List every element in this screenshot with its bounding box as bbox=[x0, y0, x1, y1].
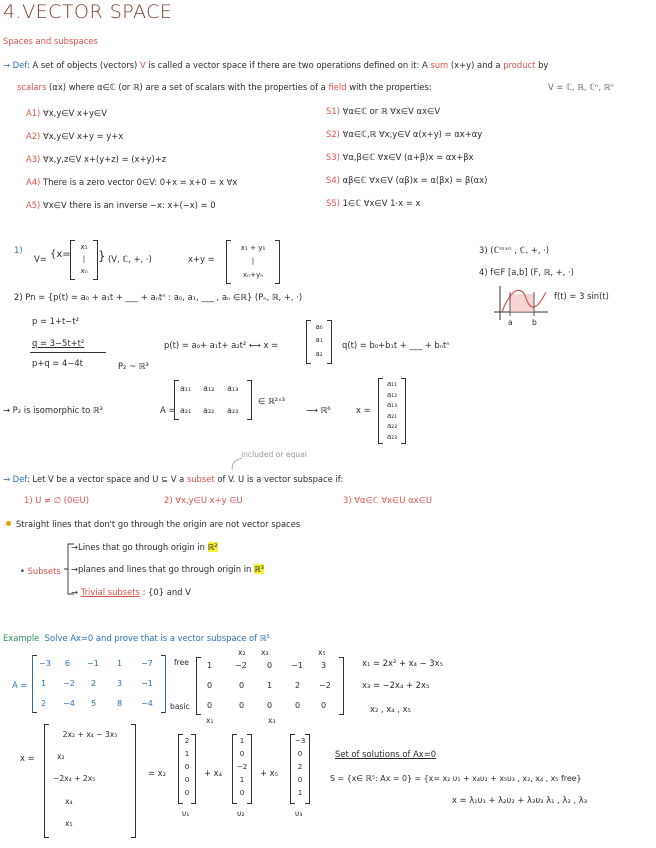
solutions-title: Set of solutions of Ax=0 bbox=[335, 749, 437, 759]
definition-vector-space-line2: scalars (αx) where α∈ℂ (or ℝ) are a set of scalars with the properties of a field with the properties: bbox=[17, 82, 432, 92]
vector-u3: −3 0 2 0 1 bbox=[290, 734, 310, 804]
example-2-definition: 2) Pn = {p(t) = a₀ + a₁t + ___ + aₙtⁿ : a₀, a₁, ___ , aₙ ∈ℝ} (Pₙ, ℝ, +, ·) bbox=[14, 292, 303, 302]
poly-p-general: p(t) = a₀+ a₁t+ a₂t² ⟷ x = bbox=[164, 340, 279, 350]
subspace-cond-2: 2) ∀x,y∈U x+y ∈U bbox=[164, 495, 243, 505]
axiom-a1: A1) ∀x,y∈V x+y∈V bbox=[26, 108, 107, 118]
axiom-a3: A3) ∀x,y,z∈V x+(y+z) = (x+y)+z bbox=[26, 154, 167, 164]
p2-iso: P₂ ~ ℝ³ bbox=[118, 361, 149, 371]
eq-x3: x₃ = −2x₄ + 2x₅ bbox=[362, 680, 430, 690]
vec-x-label: x = bbox=[356, 405, 371, 415]
note-included: included or equal bbox=[241, 450, 307, 459]
solutions-linear-comb: x = λ₁υ₁ + λ₂υ₂ + λ₃υ₃ λ₁ , λ₂ , λ₃ bbox=[452, 795, 588, 805]
note-arrow bbox=[228, 456, 244, 472]
free-label: free bbox=[174, 658, 189, 667]
axiom-s1: S1) ∀α∈ℂ or ℝ ∀x∈V αx∈V bbox=[326, 106, 441, 116]
axiom-a5: A5) ∀x∈V there is an inverse −x: x+(−x) = 0 bbox=[26, 200, 216, 210]
subset-r2: →Lines that go through origin in ℝ² bbox=[71, 542, 218, 552]
x-column-vector: x₁ | xₙ bbox=[70, 240, 98, 280]
head-x3: x₃ bbox=[261, 648, 269, 657]
matrix-A: −3 6 −1 1 −7 1 −2 2 3 −1 2 −4 5 8 −4 bbox=[32, 655, 166, 713]
example-1-ops: (V, ℂ, +, ·) bbox=[108, 254, 152, 264]
sine-function: f(t) = 3 sin(t) bbox=[554, 291, 609, 301]
def-prefix: → Def bbox=[3, 60, 27, 70]
sum-rule bbox=[30, 352, 106, 353]
axiom-a4: A4) There is a zero vector 0∈V: 0+x = x+0 = x ∀x bbox=[26, 177, 238, 187]
poly-p: p = 1+t−t² bbox=[32, 316, 79, 326]
u3-label: υ₃ bbox=[295, 809, 303, 818]
sine-label-a: a bbox=[508, 318, 513, 327]
u1-label: υ₁ bbox=[182, 809, 190, 818]
example-1-v: V= bbox=[34, 254, 47, 264]
bullet-star bbox=[6, 521, 11, 526]
matrix-space: ∈ ℝ²ˣ³ bbox=[258, 396, 286, 406]
xvec-label: x = bbox=[20, 753, 35, 763]
fields-set: V = ℂ, ℝ, ℂⁿ, ℝⁿ bbox=[548, 82, 614, 92]
matrix-a-label: A = bbox=[160, 405, 176, 415]
eq-x1: x₁ = 2x² + x₄ − 3x₅ bbox=[362, 658, 443, 668]
matrix-reduced: 1 −2 0 −1 3 0 0 1 2 −2 0 0 0 0 0 bbox=[196, 657, 344, 715]
poly-p-plus-q: p+q = 4−4t bbox=[32, 358, 83, 368]
matrix-A-label: A = bbox=[12, 680, 28, 690]
poly-q: q = 3−5t+t² bbox=[32, 338, 85, 348]
vec-r6: a₁₁ a₁₂ a₁₃ a₂₁ a₂₂ a₂₃ bbox=[378, 378, 406, 444]
straight-lines-note: Straight lines that don't go through the origin are not vector spaces bbox=[16, 519, 301, 529]
solutions-set: S = {x∈ ℝ⁵: Ax = 0} = {x= x₂ υ₁ + x₄υ₂ + x₅υ₃ , x₂, x₄ , x₅ free} bbox=[330, 774, 582, 783]
example-1-number: 1) bbox=[14, 245, 23, 255]
section-subtitle: Spaces and subspaces bbox=[3, 36, 98, 46]
foot-x3: x₃ bbox=[268, 716, 276, 725]
basic-label: basic bbox=[170, 702, 190, 711]
example-1-set-open: {x= bbox=[50, 249, 71, 260]
example-4: 4) f∈F [a,b] (F, ℝ, +, ·) bbox=[479, 267, 574, 277]
page-title: 4.VECTOR SPACE bbox=[3, 1, 173, 23]
vector-u1: 2 1 0 0 0 bbox=[178, 734, 196, 804]
axiom-s5: S5) 1∈ℂ ∀x∈V 1·x = x bbox=[326, 198, 421, 208]
axiom-s2: S2) ∀α∈ℂ,ℝ ∀x,y∈V α(x+y) = αx+αy bbox=[326, 129, 483, 139]
xvec-general: 2x₂ + x₄ − 3x₅ x₂ −2x₄ + 2x₅ x₄ x₅ bbox=[44, 724, 136, 838]
sine-sketch bbox=[490, 282, 550, 324]
axiom-s4: S4) αβ∈ℂ ∀x∈V (αβ)x = α(βx) = β(αx) bbox=[326, 175, 488, 185]
example-3: 3) (ℂᵐˣⁿ , ℂ, +, ·) bbox=[479, 245, 550, 255]
eq-free: x₂ , x₄ , x₅ bbox=[370, 704, 411, 714]
eq-x2: = x₂ bbox=[148, 768, 166, 778]
plus-x4: + x₄ bbox=[204, 768, 222, 778]
example-heading: Example Solve Ax=0 and prove that is a vector subspace of ℝ⁵ bbox=[3, 633, 270, 643]
subset-r3: →planes and lines that go through origin in ℝ³ bbox=[71, 564, 264, 574]
head-x5: x₅ bbox=[318, 648, 326, 657]
vector-u2: 1 0 −2 1 0 bbox=[232, 734, 252, 804]
sine-label-b: b bbox=[532, 318, 537, 327]
example-1-sum-label: x+y = bbox=[188, 254, 215, 264]
u2-label: υ₂ bbox=[237, 809, 245, 818]
poly-q-general: q(t) = b₀+b₁t + ___ + bₙtⁿ bbox=[342, 340, 450, 350]
axiom-s3: S3) ∀α,β∈ℂ ∀x∈V (α+β)x = αx+βx bbox=[326, 152, 474, 162]
subsets-label: • Subsets bbox=[20, 566, 61, 576]
subspace-cond-3: 3) ∀α∈ℂ ∀x∈U αx∈U bbox=[343, 495, 432, 505]
definition-vector-space-line1: → Def: A set of objects (vectors) V is called a vector space if there are two operations defined on it: A sum (x+y) and a product by bbox=[3, 60, 549, 70]
coeff-vector: a₀ a₁ a₂ bbox=[306, 320, 332, 364]
head-x2: x₂ bbox=[238, 648, 246, 657]
foot-x1: x₁ bbox=[206, 716, 214, 725]
x-plus-y-vector: x₁ + y₁ | xₙ+yₙ bbox=[226, 240, 280, 284]
subspace-cond-1: 1) U ≠ ∅ (0∈U) bbox=[24, 495, 89, 505]
plus-x5: + x₅ bbox=[260, 768, 278, 778]
isomorphism-statement: → P₂ is isomorphic to ℝ³ bbox=[3, 405, 103, 415]
definition-subspace: → Def: Let V be a vector space and U ⊆ V a subset of V. U is a vector subspace if: bbox=[3, 474, 344, 484]
subset-trivial: → Trivial subsets : {0} and V bbox=[71, 587, 191, 597]
axiom-a2: A2) ∀x,y∈V x+y = y+x bbox=[26, 131, 124, 141]
iso-arrow: ⟶ ℝ⁶ bbox=[306, 405, 331, 415]
example-1-set-close: } bbox=[98, 249, 106, 263]
matrix-a-2x3: a₁₁ a₁₂ a₁₃ a₂₁ a₂₂ a₂₃ bbox=[174, 380, 252, 420]
